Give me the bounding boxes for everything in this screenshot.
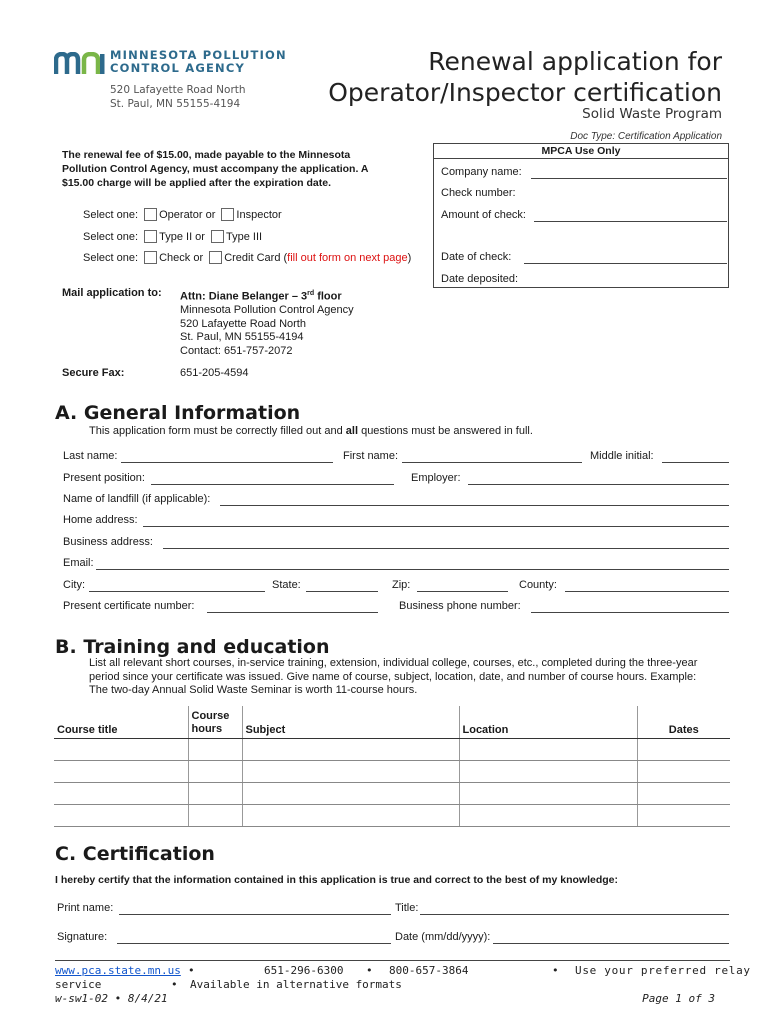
relay-text: Use your preferred relay [575, 964, 751, 977]
col-course-hours: Course hours [188, 706, 242, 738]
footer-divider [55, 960, 730, 961]
credit-card-note: fill out form on next page [287, 252, 408, 264]
date-field[interactable] [493, 943, 729, 944]
phone-2: 800-657-3864 [389, 964, 469, 977]
title-label: Title: [395, 902, 419, 914]
print-name-label: Print name: [57, 902, 114, 914]
bullet-3: • [552, 964, 559, 977]
signature-label: Signature: [57, 931, 108, 943]
mpca-use-only-box [433, 143, 729, 288]
type-iii-checkbox[interactable] [211, 230, 224, 243]
page-title: Renewal application for Operator/Inspector certification [328, 47, 722, 107]
bullet-2: • [366, 964, 373, 977]
bullet-4: • [171, 978, 178, 991]
credit-card-checkbox[interactable] [209, 251, 222, 264]
program-subtitle: Solid Waste Program [582, 106, 722, 122]
certificate-number-label: Present certificate number: [63, 600, 195, 612]
formats-text: Available in alternative formats [190, 978, 402, 991]
mail-label: Mail application to: [62, 287, 162, 299]
email-field[interactable] [96, 569, 729, 570]
agency-name: MINNESOTA POLLUTION CONTROL AGENCY [110, 48, 287, 75]
fax-label: Secure Fax: [62, 367, 125, 379]
amount-of-check-field[interactable] [534, 221, 727, 222]
operator-checkbox[interactable] [144, 208, 157, 221]
landfill-field[interactable] [220, 505, 729, 506]
company-name-field[interactable] [531, 178, 727, 179]
business-address-label: Business address: [63, 536, 153, 548]
mpca-logo-mark-icon [54, 52, 106, 74]
county-label: County: [519, 579, 557, 591]
company-name-label: Company name: [441, 166, 522, 178]
landfill-label: Name of landfill (if applicable): [63, 493, 211, 505]
type-ii-checkbox[interactable] [144, 230, 157, 243]
certificate-number-field[interactable] [207, 612, 378, 613]
select-payment-row: Select one: Check or Credit Card (fill out form on next page) [83, 252, 412, 264]
inspector-checkbox[interactable] [221, 208, 234, 221]
home-address-label: Home address: [63, 514, 138, 526]
date-of-check-label: Date of check: [441, 251, 512, 263]
signature-field[interactable] [117, 943, 391, 944]
middle-initial-field[interactable] [662, 462, 729, 463]
section-a-intro: This application form must be correctly filled out and all questions must be answered in full. [89, 425, 533, 437]
training-table [54, 706, 730, 827]
doc-id: w-sw1-02 • 8/4/21 [55, 992, 168, 1005]
print-name-field[interactable] [119, 914, 391, 915]
section-b-intro: List all relevant short courses, in-service training, extension, individual college, courses, etc., completed during the three-year period since your certificate was issued. Give name of course, subject, location, date, and number of course hours. Example: The two-day Annual Solid Waste Seminar is worth 11-course hours. [89, 657, 698, 696]
section-c-heading: C. Certification [55, 843, 215, 865]
col-location: Location [459, 706, 637, 738]
first-name-field[interactable] [402, 462, 582, 463]
state-field[interactable] [306, 591, 378, 592]
state-label: State: [272, 579, 301, 591]
service-text: service [55, 978, 102, 991]
select-type-row: Select one: Type II or Type III [83, 231, 263, 243]
county-field[interactable] [565, 591, 729, 592]
bullet-1: • [188, 964, 195, 977]
city-label: City: [63, 579, 85, 591]
table-row[interactable] [54, 738, 730, 760]
present-position-label: Present position: [63, 472, 145, 484]
city-field[interactable] [89, 591, 265, 592]
amount-of-check-label: Amount of check: [441, 209, 526, 221]
email-label: Email: [63, 557, 94, 569]
fax-number: 651-205-4594 [180, 367, 249, 379]
table-row[interactable] [54, 782, 730, 804]
employer-label: Employer: [411, 472, 461, 484]
agency-address: 520 Lafayette Road North St. Paul, MN 55155-4194 [110, 84, 246, 110]
certification-statement: I hereby certify that the information contained in this application is true and correct to the best of my knowledge: [55, 874, 618, 886]
present-position-field[interactable] [151, 484, 394, 485]
last-name-field[interactable] [121, 462, 333, 463]
select-role-row: Select one: Operator or Inspector [83, 209, 282, 221]
middle-initial-label: Middle initial: [590, 450, 654, 462]
zip-field[interactable] [417, 591, 508, 592]
date-label: Date (mm/dd/yyyy): [395, 931, 491, 943]
table-row[interactable] [54, 760, 730, 782]
table-row[interactable] [54, 804, 730, 826]
website-link[interactable]: www.pca.state.mn.us [55, 964, 181, 977]
doc-type: Doc Type: Certification Application [570, 131, 722, 142]
phone-1: 651-296-6300 [264, 964, 344, 977]
col-subject: Subject [242, 706, 459, 738]
business-address-field[interactable] [163, 548, 729, 549]
mail-address: Attn: Diane Belanger – 3rd floor Minnesota Pollution Control Agency 520 Lafayette Road North St. Paul, MN 55155-4194 Contact: 651-757-2072 [180, 290, 354, 357]
employer-field[interactable] [468, 484, 729, 485]
check-number-label: Check number: [441, 187, 516, 199]
page-number: Page 1 of 3 [642, 992, 715, 1005]
fee-notice: The renewal fee of $15.00, made payable to the Minnesota Pollution Control Agency, must accompany the application. A $15.00 charge will be applied after the expiration date. [62, 149, 369, 189]
section-a-heading: A. General Information [55, 402, 301, 424]
date-deposited-label: Date deposited: [441, 273, 519, 285]
business-phone-field[interactable] [531, 612, 729, 613]
home-address-field[interactable] [143, 526, 729, 527]
last-name-label: Last name: [63, 450, 118, 462]
title-field[interactable] [420, 914, 729, 915]
check-checkbox[interactable] [144, 251, 157, 264]
col-dates: Dates [637, 706, 730, 738]
mpca-box-title: MPCA Use Only [434, 144, 728, 159]
business-phone-label: Business phone number: [399, 600, 521, 612]
date-of-check-field[interactable] [524, 263, 727, 264]
col-course-title: Course title [54, 706, 188, 738]
section-b-heading: B. Training and education [55, 636, 330, 658]
first-name-label: First name: [343, 450, 399, 462]
zip-label: Zip: [392, 579, 411, 591]
